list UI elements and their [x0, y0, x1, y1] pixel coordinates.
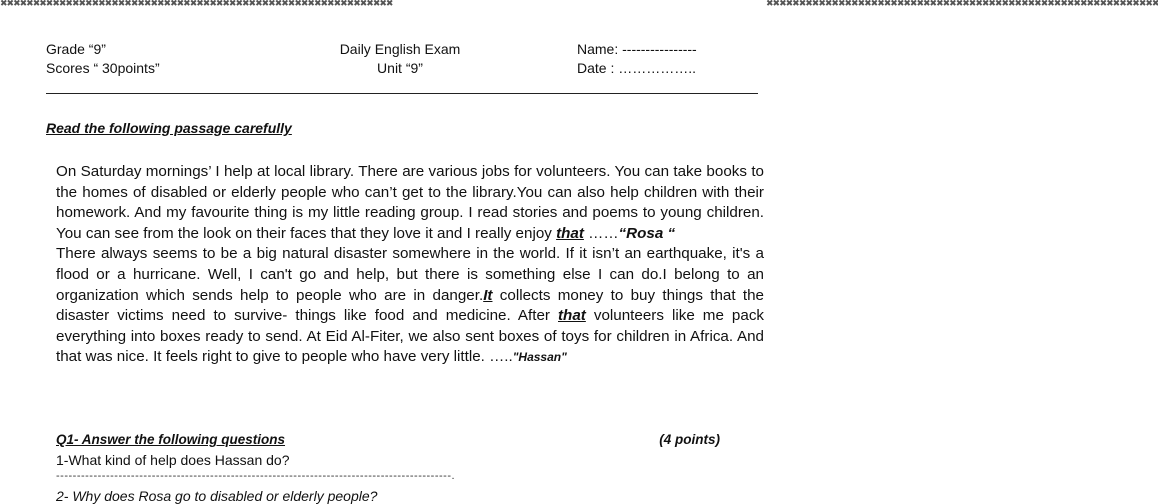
reading-instruction: Read the following passage carefully: [46, 120, 292, 136]
header-divider: [46, 93, 758, 94]
points-label: (4 points): [659, 432, 720, 447]
exam-header: [46, 40, 740, 78]
decorative-border-left: ✖✖✖✖✖✖✖✖✖✖✖✖✖✖✖✖✖✖✖✖✖✖✖✖✖✖✖✖✖✖✖✖✖✖✖✖✖✖✖✖✖✖✖✖✖✖✖✖✖✖✖✖✖✖✖✖✖✖✖✖: [0, 0, 393, 9]
answer-line-1[interactable]: -----------------------------------------------------------------------------------------------.: [56, 470, 456, 482]
ellipsis: ……: [583, 224, 619, 242]
question-1: 1-What kind of help does Hassan do?: [56, 452, 290, 468]
date-field: Date : ……………..: [577, 60, 697, 76]
name-field: Name: ----------------: [577, 41, 697, 57]
unit-label: Unit “9”: [377, 60, 423, 76]
grade-label: Grade “9”: [46, 41, 106, 57]
question-section-title: [56, 432, 720, 447]
ellipsis-2: …..: [489, 348, 513, 366]
signature-hassan: "Hassan": [512, 350, 567, 365]
emphasized-it: It: [483, 286, 493, 304]
signature-rosa: “Rosa “: [618, 224, 676, 242]
scores-label: Scores “ 30points”: [46, 60, 160, 76]
paragraph-hassan-text-b: collects money to buy things that the disaster victims need to survive- things like food and medicine. After: [56, 286, 764, 325]
header-right: [577, 40, 697, 78]
header-left: [46, 40, 160, 78]
paragraph-hassan-text-a: There always seems to be a big natural disaster somewhere in the world. If it isn’t an earthquake, it's a flood or a hurricane. Well, I can't go and help, but there is something else I can do.I belong to an organization which sends help to people who are in danger.: [56, 245, 764, 304]
header-center: [325, 40, 475, 78]
paragraph-hassan-text-c: volunteers like me pack everything into boxes ready to send. At Eid Al-Fiter, we also sent boxes of toys for children in Africa. And that was nice. It feels right to give to people who have very little.: [56, 307, 765, 366]
question-2: 2- Why does Rosa go to disabled or elderly people?: [56, 488, 378, 504]
paragraph-hassan: [56, 244, 764, 368]
emphasized-that-2: that: [558, 307, 586, 325]
exam-title: Daily English Exam: [339, 41, 461, 57]
paragraph-rosa-text: On Saturday mornings’ I help at local library. There are various jobs for volunteers. You can take books to the homes of disabled or elderly people who can’t get to the library.You can also help children with their homework. And my favourite thing is my little reading group. I read stories and poems to young children. You can see from the look on their faces that they love it and I really enjoy: [56, 163, 764, 242]
question-title-text: Q1- Answer the following questions: [56, 432, 286, 447]
emphasized-that: that: [556, 224, 584, 242]
reading-passage: [56, 162, 764, 368]
paragraph-rosa: [56, 162, 764, 244]
decorative-border-right: ✖✖✖✖✖✖✖✖✖✖✖✖✖✖✖✖✖✖✖✖✖✖✖✖✖✖✖✖✖✖✖✖✖✖✖✖✖✖✖✖✖✖✖✖✖✖✖✖✖✖✖✖✖✖✖✖✖✖✖✖: [766, 0, 1158, 9]
